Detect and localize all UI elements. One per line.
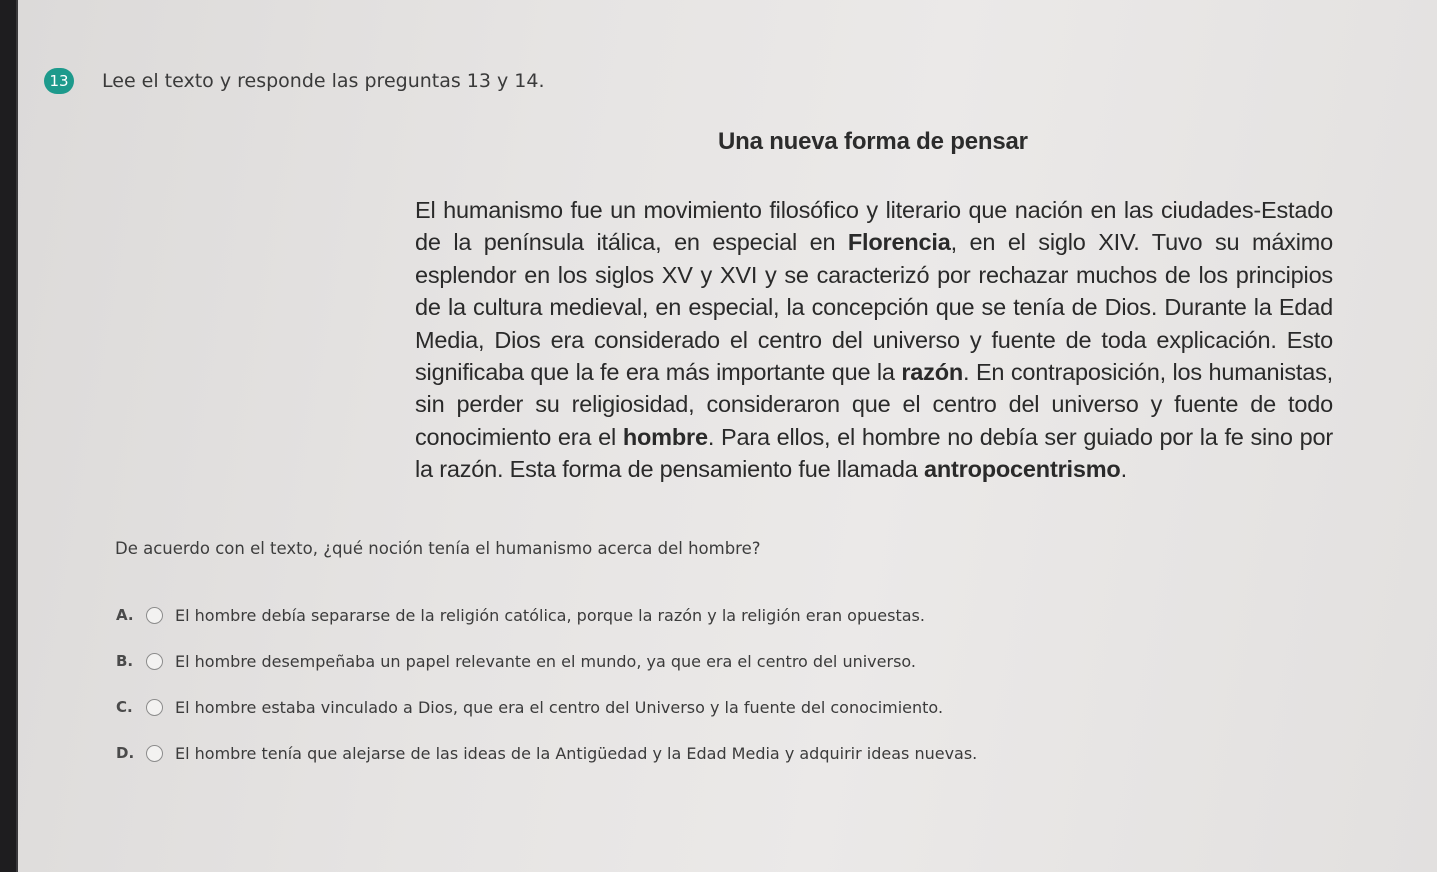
passage-text: . En contraposición, los humanistas, sin perder su religiosidad, consideraron que el centro del universo y fuente de todo conocimiento era el xyxy=(415,359,1334,450)
passage-text: , en el siglo XIV. Tuvo su máximo esplendor en los siglos XV y XVI y se caracterizó por rechazar muchos de los principios de la cultura medieval, en especial, la concepción que se tenía de Dios. Durante la Edad Media, Dios era considerado el centro del universo y fuente de toda explicación. Esto significaba que la fe era más importante que la xyxy=(415,229,1333,386)
passage-keyword: Florencia xyxy=(847,229,951,256)
radio-button[interactable] xyxy=(146,699,163,716)
reading-passage xyxy=(415,194,1333,486)
option-letter: B. xyxy=(116,652,134,670)
option-text: El hombre estaba vinculado a Dios, que era el centro del Universo y la fuente del conocimiento. xyxy=(175,697,944,717)
answer-options xyxy=(116,592,977,776)
radio-button[interactable] xyxy=(146,653,163,670)
answer-option-a[interactable] xyxy=(116,592,977,638)
option-text: El hombre debía separarse de la religión católica, porque la razón y la religión eran opuestas. xyxy=(175,605,925,625)
option-letter: D. xyxy=(116,744,135,762)
option-text: El hombre tenía que alejarse de las ideas de la Antigüedad y la Edad Media y adquirir ideas nuevas. xyxy=(175,743,978,763)
option-text: El hombre desempeñaba un papel relevante en el mundo, ya que era el centro del universo. xyxy=(175,651,916,671)
passage-text: . Para ellos, el hombre no debía ser guiado por la fe sino por la razón. Esta forma de pensamiento fue llamada xyxy=(415,423,1333,483)
answer-option-c[interactable] xyxy=(116,684,977,730)
radio-button[interactable] xyxy=(146,607,163,624)
passage-keyword: razón xyxy=(901,359,964,386)
question-header xyxy=(44,68,545,94)
question-prompt: De acuerdo con el texto, ¿qué noción tenía el humanismo acerca del hombre? xyxy=(115,539,761,558)
option-letter: A. xyxy=(116,606,134,624)
question-number-badge: 13 xyxy=(44,68,74,94)
option-letter: C. xyxy=(116,698,133,716)
reading-title: Una nueva forma de pensar xyxy=(718,128,1028,155)
radio-button[interactable] xyxy=(146,745,163,762)
passage-keyword: antropocentrismo xyxy=(924,456,1121,483)
question-instruction: Lee el texto y responde las preguntas 13 y 14. xyxy=(102,70,545,92)
answer-option-b[interactable] xyxy=(116,638,977,684)
passage-keyword: hombre xyxy=(622,423,708,450)
document-page xyxy=(16,0,1437,872)
answer-option-d[interactable] xyxy=(116,730,977,776)
passage-text: El humanismo fue un movimiento filosófico y literario que nación en las ciudades-Estado de la península itálica, en especial en xyxy=(415,197,1333,256)
passage-text: . xyxy=(1120,456,1127,483)
